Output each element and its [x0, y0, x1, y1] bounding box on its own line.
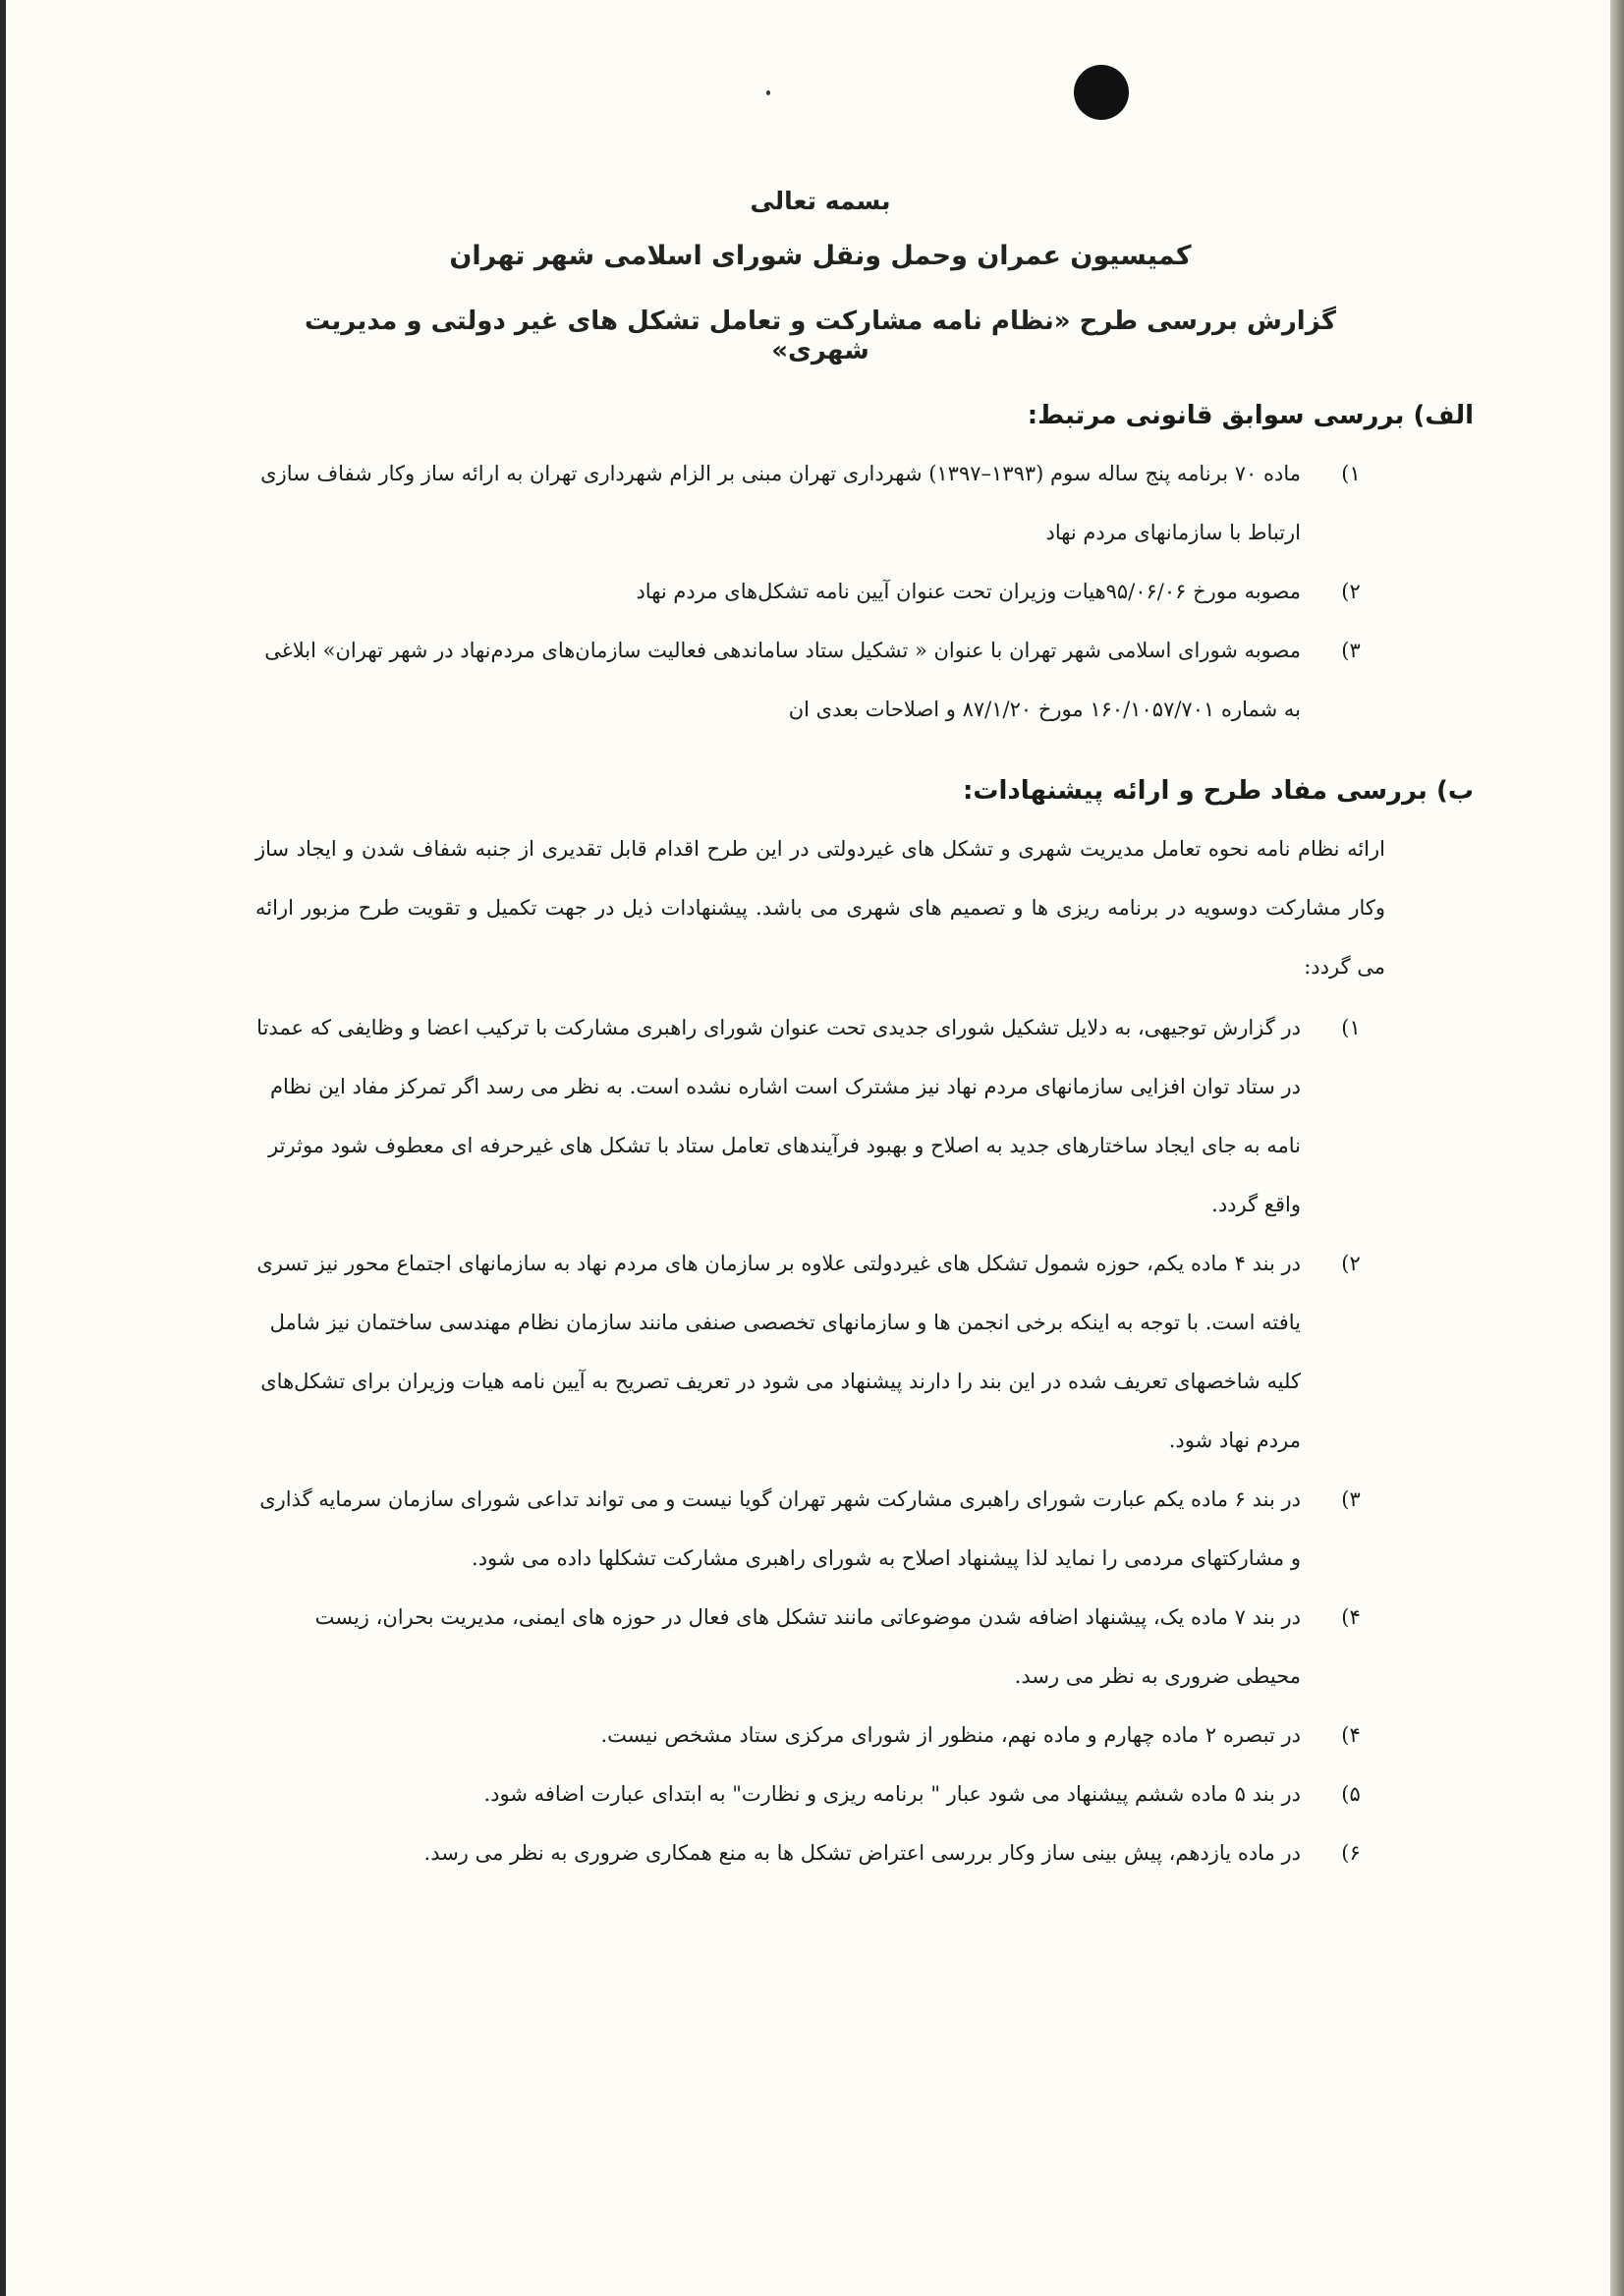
bismillah-heading: بسمه تعالی — [750, 187, 891, 215]
item-text: در گزارش توجیهی، به دلایل تشکیل شورای جدیدی تحت عنوان شورای راهبری مشارکت با ترکیب اعضا و وظایفی که عمدتا در ستاد توان افزایی سازمانهای مردم نهاد نیز مشترک است اشاره نشده است. به نظر می رسد اگر تمرکز مفاد این نظام نامه به جای ایجاد ساختارهای جدید به اصلاح و بهبود فرآیندهای تعامل ستاد با تشکل های غیرحرفه ای معطوف شود موثرتر واقع گردد. — [256, 1016, 1301, 1216]
section-b-item — [255, 1588, 1385, 1706]
item-text: در بند ۴ ماده یکم، حوزه شمول تشکل های غیردولتی علاوه بر سازمان های مردم نهاد به سازمانهای اجتماع محور نیز تسری یافته است. با توجه به اینکه برخی انجمن ها و سازمانهای تخصصی صنفی مانند سازمان نظام مهندسی ساختمان نیز شامل کلیه شاخصهای تعریف شده در این بند را دارند پیشنهاد می شود در تعریف تصریح به آیین نامه هیات وزیران برای تشکل‌های مردم نهاد شود. — [256, 1252, 1301, 1452]
section-b-item — [255, 998, 1385, 1234]
item-text: مصوبه شورای اسلامی شهر تهران با عنوان « تشکیل ستاد ساماندهی فعالیت سازمان‌های مردم‌نهاد در شهر تهران» ابلاغی به شماره ۱۶۰/۱۰۵۷/۷۰۱ مورخ ۸۷/۱/۲۰ و اصلاحات بعدی ان — [264, 639, 1301, 721]
item-text: در ماده یازدهم، پیش بینی ساز وکار بررسی اعتراض تشکل ها به منع همکاری ضروری به نظر می رسد. — [423, 1841, 1301, 1865]
document-page — [255, 177, 1474, 1882]
item-number: ۲) — [1341, 1252, 1361, 1275]
item-number: ۲) — [1341, 580, 1361, 603]
item-number: ۴) — [1341, 1723, 1361, 1747]
punch-hole-mark — [1074, 65, 1129, 120]
section-a-item — [255, 562, 1385, 621]
item-number: ۳) — [1341, 1487, 1361, 1511]
scan-edge-left — [0, 0, 6, 2296]
item-text: در بند ۶ ماده یکم عبارت شورای راهبری مشارکت شهر تهران گویا نیست و می تواند تداعی شورای سازمان سرمایه گذاری و مشارکتهای مردمی را نماید لذا پیشنهاد اصلاح به شورای راهبری مشارکت تشکلها داده می شود. — [259, 1487, 1301, 1570]
section-a-title: الف) بررسی سوابق قانونی مرتبط: — [1027, 401, 1474, 430]
scan-speck — [766, 90, 770, 95]
report-title: گزارش بررسی طرح «نظام نامه مشارکت و تعامل تشکل های غیر دولتی و مدیریت شهری» — [305, 307, 1336, 365]
section-b-item — [255, 1823, 1385, 1882]
item-text: در بند ۵ ماده ششم پیشنهاد می شود عبار " برنامه ریزی و نظارت" به ابتدای عبارت اضافه شود. — [483, 1782, 1301, 1806]
item-text: در تبصره ۲ ماده چهارم و ماده نهم، منظور از شورای مرکزی ستاد مشخص نیست. — [600, 1723, 1301, 1747]
item-text: ماده ۷۰ برنامه پنج ساله سوم (۱۳۹۳–۱۳۹۷) شهرداری تهران مبنی بر الزام شهرداری تهران به ارائه ساز وکار شفاف سازی ارتباط با سازمانهای مردم نهاد — [260, 462, 1301, 544]
commission-title: کمیسیون عمران وحمل ونقل شورای اسلامی شهر تهران — [449, 241, 1192, 271]
item-number: ۱) — [1341, 462, 1361, 485]
section-a-item — [255, 444, 1385, 562]
item-text: مصوبه مورخ ۹۵/۰۶/۰۶هیات وزیران تحت عنوان آیین نامه تشکل‌های مردم نهاد — [636, 580, 1301, 603]
item-number: ۴) — [1341, 1605, 1361, 1629]
scan-edge-right — [1610, 0, 1624, 2296]
section-b-item — [255, 1234, 1385, 1470]
section-b-item — [255, 1764, 1385, 1823]
section-b-item — [255, 1470, 1385, 1588]
section-a-item — [255, 621, 1385, 739]
item-number: ۱) — [1341, 1016, 1361, 1039]
item-text: در بند ۷ ماده یک، پیشنهاد اضافه شدن موضوعاتی مانند تشکل های فعال در حوزه های ایمنی، مدیریت بحران، زیست محیطی ضروری به نظر می رسد. — [314, 1605, 1301, 1688]
section-b-intro: ارائه نظام نامه نحوه تعامل مدیریت شهری و تشکل های غیردولتی در این طرح اقدام قابل تقدیری از جنبه شفاف شدن و ایجاد ساز وکار مشارکت دوسویه در برنامه ریزی ها و تصمیم های شهری می باشد. پیشنهادات ذیل در جهت تکمیل و تقویت طرح مزبور ارائه می گردد: — [255, 837, 1385, 979]
spacer — [255, 739, 1385, 776]
item-number: ۶) — [1341, 1841, 1361, 1865]
item-number: ۳) — [1341, 639, 1361, 662]
section-b-item — [255, 1706, 1385, 1764]
section-b-title: ب) بررسی مفاد طرح و ارائه پیشنهادات: — [962, 776, 1474, 806]
item-number: ۵) — [1341, 1782, 1361, 1806]
